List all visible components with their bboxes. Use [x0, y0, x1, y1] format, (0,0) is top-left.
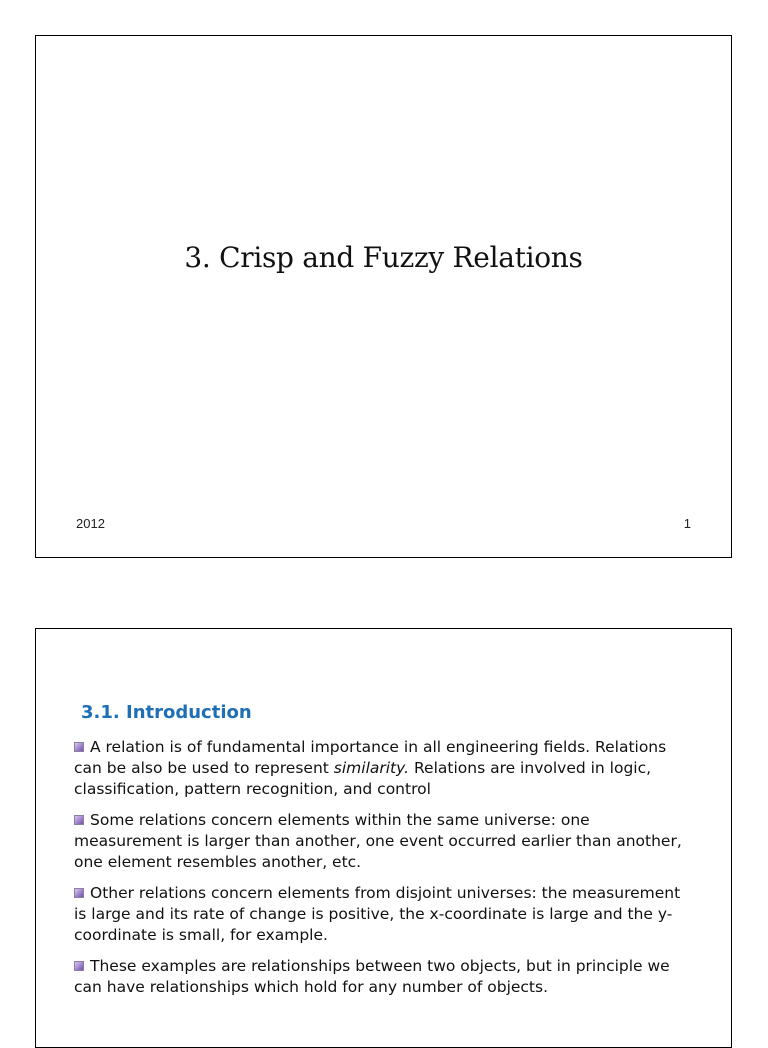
bullet-list [74, 737, 694, 1008]
bullet-marker-icon [74, 888, 84, 898]
bullet-item [74, 737, 694, 800]
slide-1 [35, 35, 732, 558]
bullet-marker-icon [74, 961, 84, 971]
bullet-text: Relations are involved in logic, classification, pattern recognition, and control [74, 759, 652, 798]
bullet-text: Other relations concern elements from disjoint universes: the measurement is large and its rate of change is positive, the x-coordinate is large and the y-coordinate is small, for example. [74, 884, 681, 944]
bullet-marker-icon [74, 742, 84, 752]
slide-2 [35, 628, 732, 1048]
bullet-text: Some relations concern elements within the same universe: one measurement is larger than another, one event occurred earlier than another, one element resembles another, etc. [74, 811, 682, 871]
slide-page-number: 1 [683, 516, 691, 531]
bullet-item [74, 810, 694, 873]
section-title: 3.1. Introduction [81, 702, 252, 723]
bullet-marker-icon [74, 815, 84, 825]
slide-footer-year: 2012 [76, 516, 105, 531]
bullet-item [74, 883, 694, 946]
bullet-text: A relation is of fundamental importance in all engineering fields. Relations can be also be used to represent [74, 738, 667, 777]
bullet-item [74, 956, 694, 998]
bullet-text: These examples are relationships between two objects, but in principle we can have relationships which hold for any number of objects. [74, 957, 670, 996]
bullet-emphasis: similarity. [333, 759, 410, 777]
slide-title: 3. Crisp and Fuzzy Relations [184, 241, 583, 274]
